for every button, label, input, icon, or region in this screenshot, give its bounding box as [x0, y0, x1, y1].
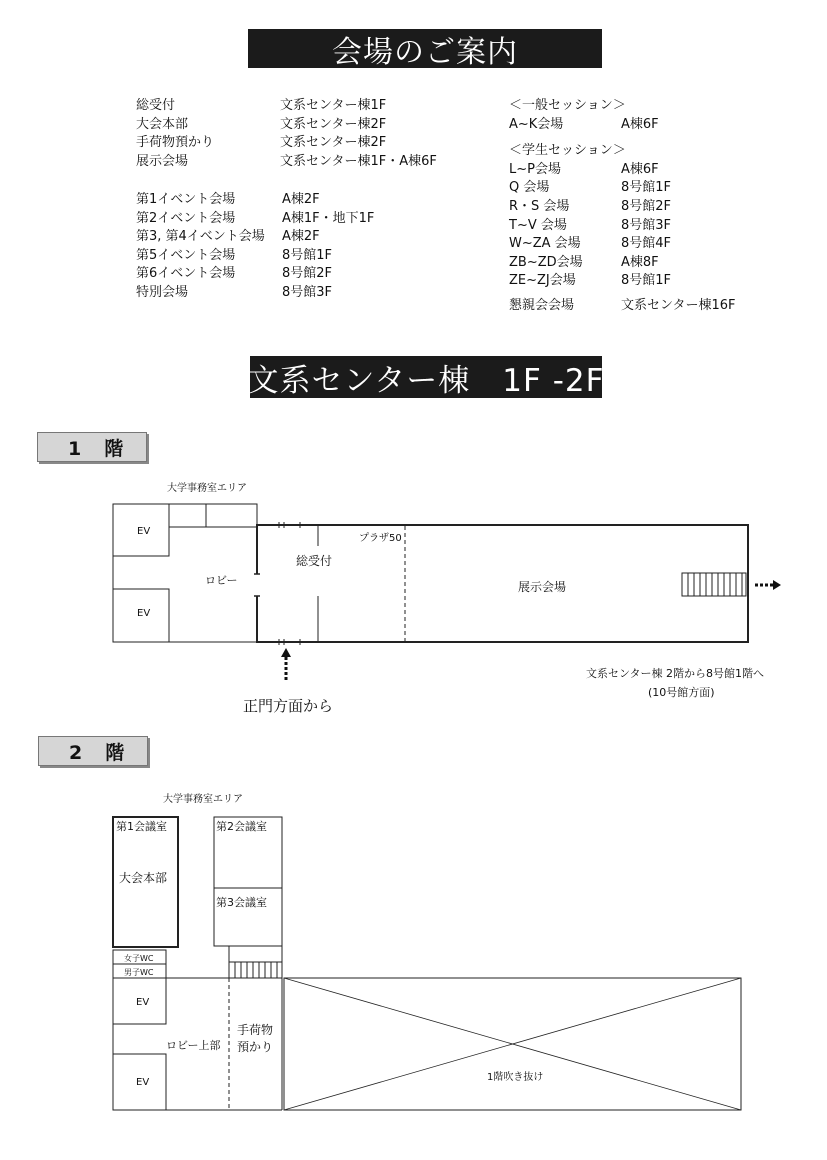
floor2-headquarters-label: 大会本部: [119, 871, 168, 885]
floor1-main-gate-label: 正門方面から: [243, 697, 334, 715]
floor1-lobby-label: ロビー: [205, 574, 238, 587]
directory-name: 展示会場: [136, 153, 189, 169]
directory-name: 大会本部: [136, 116, 189, 132]
floor2-stair-steps: [235, 962, 277, 978]
directory-location: A棟6F: [621, 116, 659, 132]
directory-location: A棟6F: [621, 161, 659, 177]
directory-name: Q 会場: [509, 180, 550, 196]
directory-name: 第5イベント会場: [136, 247, 236, 263]
floor1-stair-steps: [688, 573, 742, 596]
directory-location: A棟2F: [282, 229, 320, 245]
directory-location: A棟2F: [282, 192, 320, 207]
floor2-mens-wc-label: 男子WC: [124, 968, 154, 977]
floor2-meeting-room-1-label: 第1会議室: [116, 820, 167, 833]
directory-location: 8号館3F: [282, 284, 333, 300]
directory-location: 8号館1F: [621, 180, 672, 196]
general-session-header: ＜一般セッション＞: [509, 98, 626, 113]
floor1-ev2-label: EV: [137, 608, 151, 619]
directory-name: 第6イベント会場: [136, 266, 236, 282]
directory-name: 第1イベント会場: [136, 192, 236, 207]
floor1-ev1-label: EV: [137, 526, 151, 537]
floor1-small-room: [169, 504, 206, 527]
floor2-meeting-room-3-label: 第3会議室: [216, 896, 267, 909]
directory-name: R・S 会場: [509, 198, 570, 214]
directory-location: 文系センター棟1F・A棟6F: [280, 153, 437, 169]
floor2-ev1-label: EV: [136, 997, 150, 1008]
floor2-stairs: [229, 962, 282, 978]
venue-guide-banner: 会場のご案内: [248, 29, 602, 68]
floor2-plan: [113, 817, 741, 1110]
directory-location: 8号館2F: [621, 198, 672, 214]
directory-location: A棟8F: [621, 254, 659, 270]
directory-name: T~V 会場: [509, 217, 567, 233]
floor1-label: 1 階: [37, 432, 147, 462]
directory-location: 8号館1F: [621, 273, 672, 289]
floor1-office-area-label: 大学事務室エリア: [167, 483, 247, 494]
floor2-label: 2 階: [38, 736, 148, 766]
directory-name: 第3, 第4イベント会場: [136, 229, 265, 245]
directory-name: 懇親会会場: [509, 297, 575, 313]
floor1-reception-label: 総受付: [296, 554, 333, 568]
floor2-office-area-label: 大学事務室エリア: [163, 794, 243, 805]
floor1-route-note-sub: (10号館方面): [648, 686, 715, 699]
directory-name: 手荷物預かり: [136, 135, 215, 151]
floor1-main-hall: [257, 525, 748, 642]
floor1-up-arrow-icon: [281, 648, 291, 680]
floor2-stair-landing: [229, 946, 282, 962]
directory-location: 文系センター棟1F: [280, 98, 387, 113]
directory-name: ZE~ZJ会場: [509, 273, 576, 289]
directory-location: 文系センター棟16F: [621, 297, 736, 313]
directory-name: 第2イベント会場: [136, 210, 236, 226]
floor2-womens-wc-label: 女子WC: [124, 954, 154, 963]
directory-location: A棟1F・地下1F: [282, 210, 375, 226]
directory-name: 特別会場: [136, 284, 189, 300]
directory-location: 8号館3F: [621, 217, 672, 233]
directory-location: 文系センター棟2F: [280, 116, 387, 132]
floor2-baggage-label-2: 預かり: [237, 1040, 274, 1054]
floor2-meeting-room-2-label: 第2会議室: [216, 820, 267, 833]
floor2-ev2-label: EV: [136, 1077, 150, 1088]
floor1-right-arrow-icon: [755, 580, 781, 590]
directory-name: A~K会場: [509, 116, 564, 132]
floor1-office-block: [113, 504, 257, 642]
directory-location: 文系センター棟2F: [280, 135, 387, 151]
floor1-plaza-label: プラザ50: [359, 533, 402, 544]
directory-location: 8号館1F: [282, 247, 333, 263]
floor2-lobby-upper-label: ロビー上部: [166, 1039, 221, 1052]
directory-location: 8号館4F: [621, 236, 672, 252]
directory-location: 8号館2F: [282, 266, 333, 282]
floor2-baggage-label-1: 手荷物: [237, 1023, 274, 1037]
floor1-exhibition-label: 展示会場: [518, 580, 567, 594]
directory-name: W~ZA 会場: [509, 236, 581, 252]
directory-name: L~P会場: [509, 161, 561, 177]
floor1-route-note: 文系センター棟 2階から8号館1階へ: [586, 667, 765, 680]
floor2-atrium-label: 1階吹き抜け: [487, 1072, 544, 1083]
directory-name: 総受付: [136, 98, 176, 113]
student-session-header: ＜学生セッション＞: [509, 143, 626, 159]
building-title-banner: 文系センター棟 1F -2F: [250, 356, 602, 398]
directory-name: ZB~ZD会場: [509, 254, 583, 270]
